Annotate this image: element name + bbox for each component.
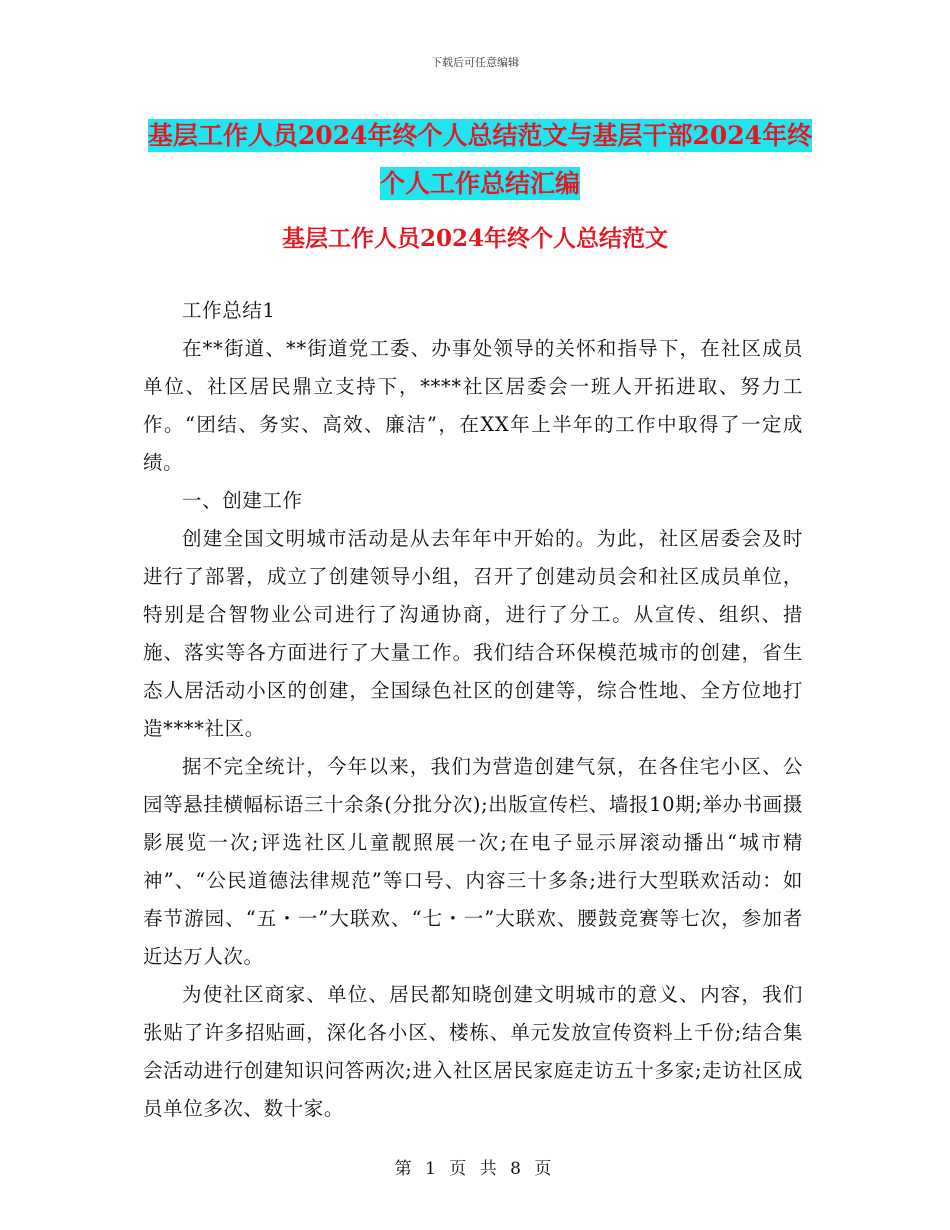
paragraph: 为使社区商家、单位、居民都知晓创建文明城市的意义、内容，我们张贴了许多招贴画，深化各小区、楼栋、单元发放宣传资料上千份;结合集会活动进行创建知识问答两次;进入社区居民家庭走访五十多家;走访社区成员单位多次、数十家。 [143, 983, 803, 1120]
header-note: 下载后可任意编辑 [431, 56, 519, 69]
page-footer: 第 1 页 共 8 页 [394, 1159, 556, 1179]
section-title: 基层工作人员2024年终个人总结范文 [281, 225, 668, 252]
paragraph: 在**街道、**街道党工委、办事处领导的关怀和指导下，在社区成员单位、社区居民鼎立支持下，****社区居委会一班人开拓进取、努力工作。“团结、务实、高效、廉洁”，在XX年上半年的工作中取得了一定成绩。 [143, 337, 803, 474]
paragraph: 据不完全统计，今年以来，我们为营造创建气氛，在各住宅小区、公园等悬挂横幅标语三十余条(分批分次);出版宣传栏、墙报10期;举办书画摄影展览一次;评选社区儿童靓照展一次;在电子显示屏滚动播出“城市精神”、“公民道德法律规范”等口号、内容三十多条;进行大型联欢活动：如春节游园、“五・一”大联欢、“七・一”大联欢、腰鼓竞赛等七次，参加者近达万人次。 [143, 755, 803, 968]
paragraph-heading: 一、创建工作 [182, 489, 303, 512]
document-title-text: 基层工作人员2024年终个人总结范文与基层干部2024年终个人工作总结汇编 [147, 121, 813, 198]
document-title [140, 112, 820, 208]
document-body [143, 292, 803, 1128]
paragraph: 创建全国文明城市活动是从去年年中开始的。为此，社区居委会及时进行了部署，成立了创建领导小组，召开了创建动员会和社区成员单位，特别是合智物业公司进行了沟通协商，进行了分工。从宣传、组织、措施、落实等各方面进行了大量工作。我们结合环保模范城市的创建，省生态人居活动小区的创建，全国绿色社区的创建等，综合性地、全方位地打造****社区。 [143, 527, 803, 740]
paragraph-heading: 工作总结1 [182, 299, 276, 322]
